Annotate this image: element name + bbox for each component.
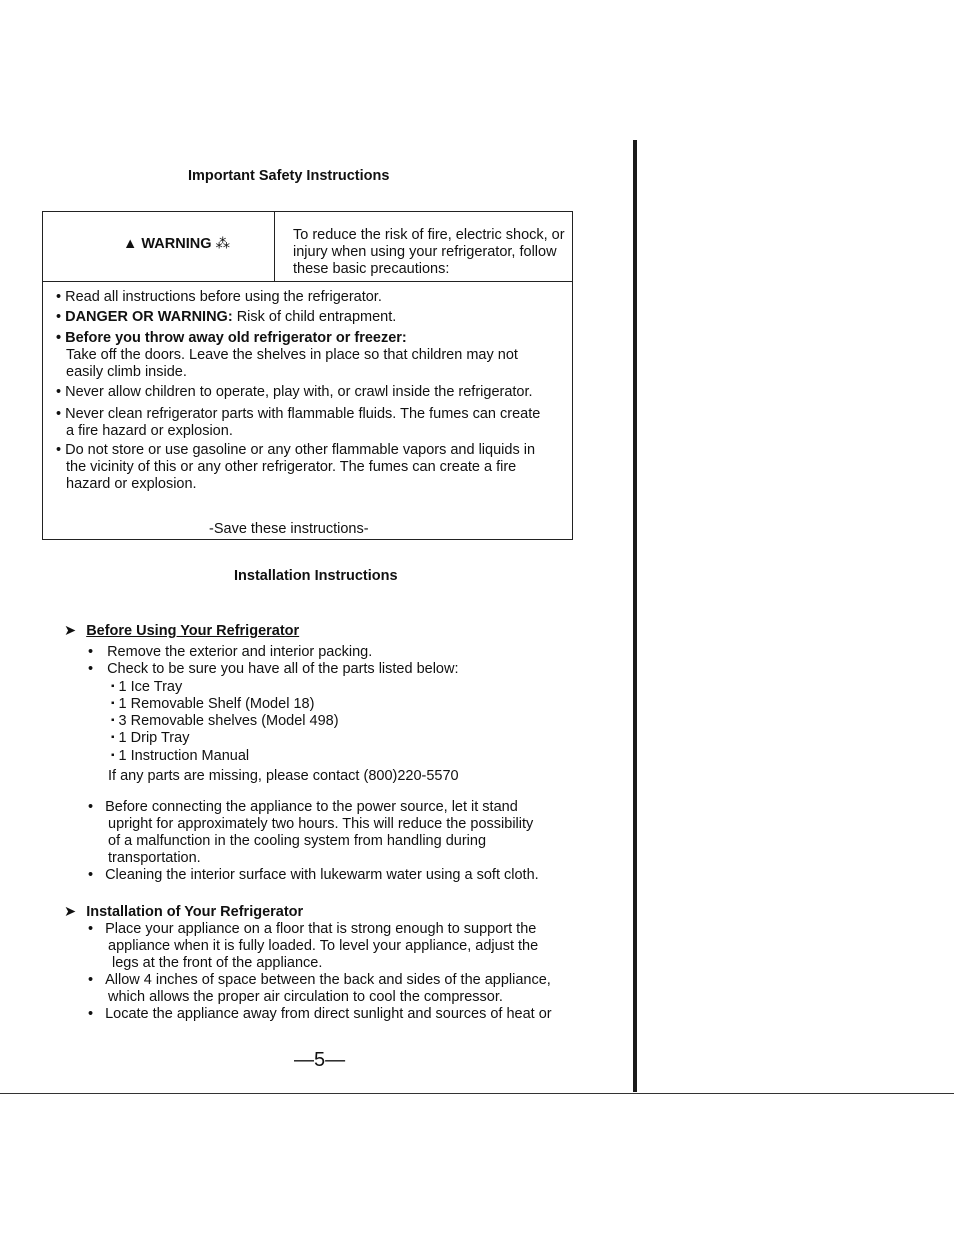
warning-label: ▲ WARNING ⁂: [123, 236, 231, 252]
bottom-rule: [0, 1093, 954, 1094]
list-item: • Place your appliance on a floor that is strong enough to support the: [88, 921, 537, 937]
warning-text: To reduce the risk of fire, electric shock, or injury when using your refrigerator, follow these basic precautions:: [293, 227, 565, 277]
section-before-using: ➤ Before Using Your Refrigerator: [64, 623, 300, 639]
part-item: ▪ 1 Removable Shelf (Model 18): [111, 696, 315, 712]
section-installation-of-refrigerator: ➤ Installation of Your Refrigerator: [64, 904, 304, 920]
list-item: • Allow 4 inches of space between the back and sides of the appliance,: [88, 972, 551, 988]
safety-throw-away-line2: easily climb inside.: [66, 364, 187, 380]
safety-heading: Important Safety Instructions: [188, 168, 390, 184]
warning-mark-icon: ⁂: [215, 236, 231, 252]
arrow-right-icon: ➤: [64, 904, 77, 920]
safety-gasoline-line2: the vicinity of this or any other refrigerator. The fumes can create a fire: [66, 459, 517, 475]
arrow-right-icon: ➤: [64, 623, 77, 639]
safety-bullet-throw-away: • Before you throw away old refrigerator or freezer:: [56, 330, 407, 346]
list-item: • Check to be sure you have all of the parts listed below:: [88, 661, 459, 677]
list-item-continuation: legs at the front of the appliance.: [112, 955, 323, 971]
binding-edge: [633, 140, 637, 1092]
safety-gasoline-line3: hazard or explosion.: [66, 476, 197, 492]
part-item: ▪ 3 Removable shelves (Model 498): [111, 713, 339, 729]
list-item-continuation: which allows the proper air circulation to cool the compressor.: [108, 989, 503, 1005]
warning-header-divider: [43, 281, 572, 282]
warning-column-divider: [274, 212, 275, 281]
installation-heading: Installation Instructions: [234, 568, 398, 584]
safety-bullet-gasoline: • Do not store or use gasoline or any other flammable vapors and liquids in: [56, 442, 536, 458]
missing-parts-contact: If any parts are missing, please contact (800)220-5570: [108, 768, 459, 784]
list-item-continuation: upright for approximately two hours. This will reduce the possibility: [108, 816, 534, 832]
warning-triangle-icon: ▲: [123, 236, 138, 252]
list-item: • Cleaning the interior surface with lukewarm water using a soft cloth.: [88, 867, 539, 883]
safety-bullet-children: • Never allow children to operate, play with, or crawl inside the refrigerator.: [56, 384, 533, 400]
page-number: —5—: [294, 1049, 346, 1071]
safety-throw-away-line1: Take off the doors. Leave the shelves in place so that children may not: [66, 347, 518, 363]
list-item: • Locate the appliance away from direct sunlight and sources of heat or: [88, 1006, 552, 1022]
safety-bullet-danger: • DANGER OR WARNING: Risk of child entrapment.: [56, 309, 397, 325]
part-item: ▪ 1 Drip Tray: [111, 730, 190, 746]
safety-bullet-read: • Read all instructions before using the refrigerator.: [56, 289, 382, 305]
list-item-continuation: of a malfunction in the cooling system from handling during: [108, 833, 487, 849]
list-item: • Before connecting the appliance to the power source, let it stand: [88, 799, 518, 815]
list-item-continuation: transportation.: [108, 850, 201, 866]
save-instructions: -Save these instructions-: [209, 521, 369, 537]
list-item-continuation: appliance when it is fully loaded. To level your appliance, adjust the: [108, 938, 539, 954]
list-item: • Remove the exterior and interior packing.: [88, 644, 373, 660]
part-item: ▪ 1 Instruction Manual: [111, 748, 250, 764]
part-item: ▪ 1 Ice Tray: [111, 679, 183, 695]
safety-flammable-line2: a fire hazard or explosion.: [66, 423, 233, 439]
safety-bullet-flammable-fluids: • Never clean refrigerator parts with flammable fluids. The fumes can create: [56, 406, 541, 422]
